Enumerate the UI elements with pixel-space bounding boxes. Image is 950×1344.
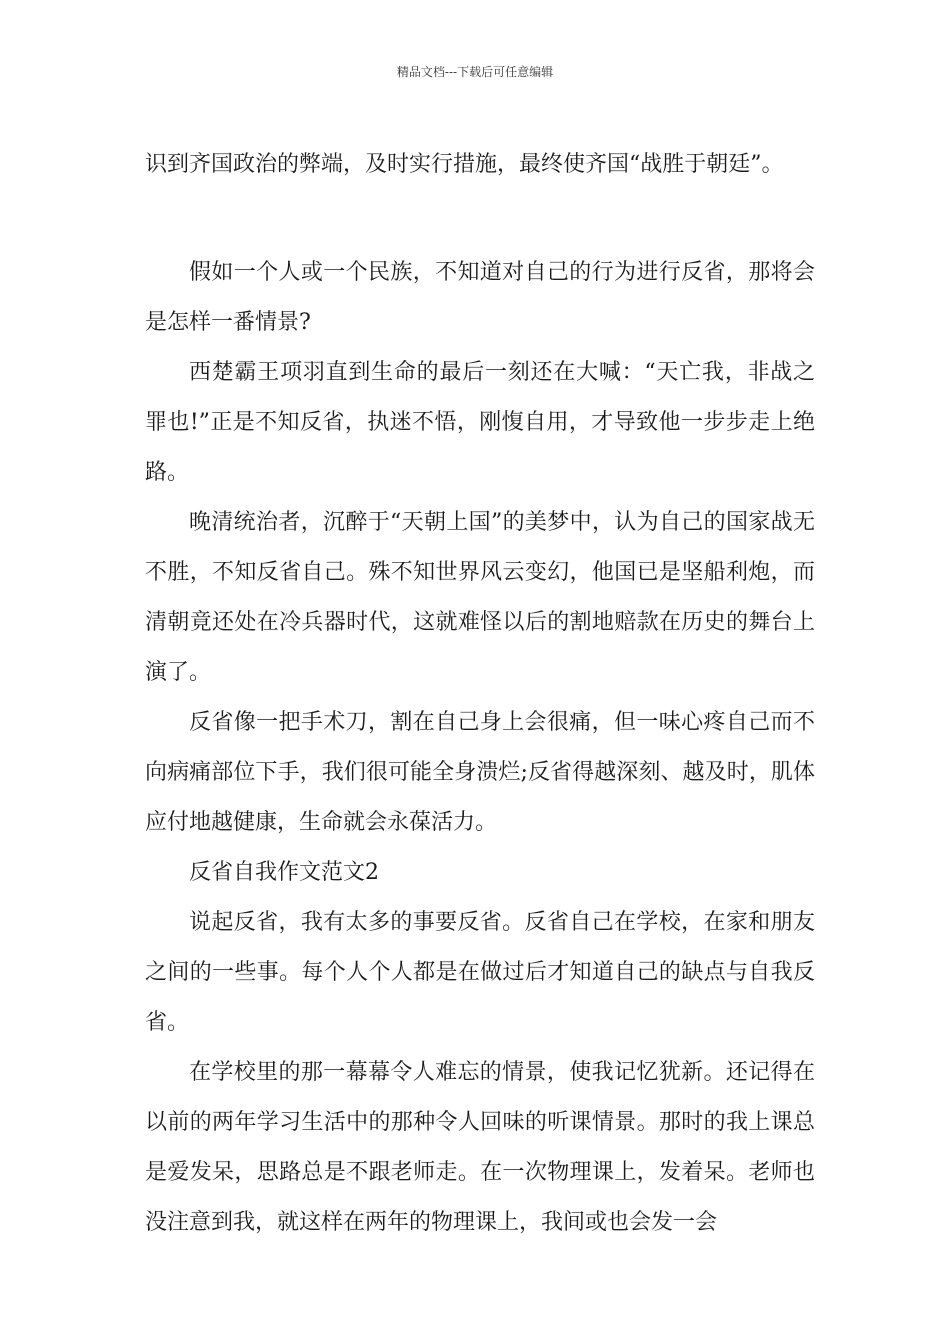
paragraph-gap <box>145 190 815 248</box>
paragraph: 假如一个人或一个民族，不知道对自己的行为进行反省，那将会是怎样一番情景? <box>145 260 815 335</box>
section-heading: 反省自我作文范文2 <box>189 860 379 885</box>
paragraph: 说起反省，我有太多的事要反省。反省自己在学校，在家和朋友之间的一些事。每个人个人都是在做过后才知道自己的缺点与自我反省。 <box>145 910 815 1035</box>
paragraph: 在学校里的那一幕幕令人难忘的情景，使我记忆犹新。还记得在以前的两年学习生活中的那种令人回味的听课情景。那时的我上课总是爱发呆，思路总是不跟老师走。在一次物理课上，发着呆。老师也没注意到我，就这样在两年的物理课上，我间或也会发一会 <box>145 1060 815 1235</box>
paragraph: 晚清统治者，沉醉于“天朝上国”的美梦中，认为自己的国家战无不胜，不知反省自己。殊不知世界风云变幻，他国已是坚船利炮，而清朝竟还处在冷兵器时代，这就难怪以后的割地赔款在历史的舞台上演了。 <box>145 510 815 685</box>
paragraph: 反省像一把手术刀，割在自己身上会很痛，但一味心疼自己而不向病痛部位下手，我们很可能全身溃烂;反省得越深刻、越及时，肌体应付地越健康，生命就会永葆活力。 <box>145 710 815 835</box>
page-header: 精品文档---下载后可任意编辑 <box>396 65 554 79</box>
paragraph-continuation: 识到齐国政治的弊端，及时实行措施，最终使齐国“战胜于朝廷”。 <box>145 152 784 177</box>
paragraph: 西楚霸王项羽直到生命的最后一刻还在大喊：“天亡我，非战之罪也!”正是不知反省，执迷不悟，刚愎自用，才导致他一步步走上绝路。 <box>145 360 815 485</box>
document-body <box>145 140 815 1248</box>
